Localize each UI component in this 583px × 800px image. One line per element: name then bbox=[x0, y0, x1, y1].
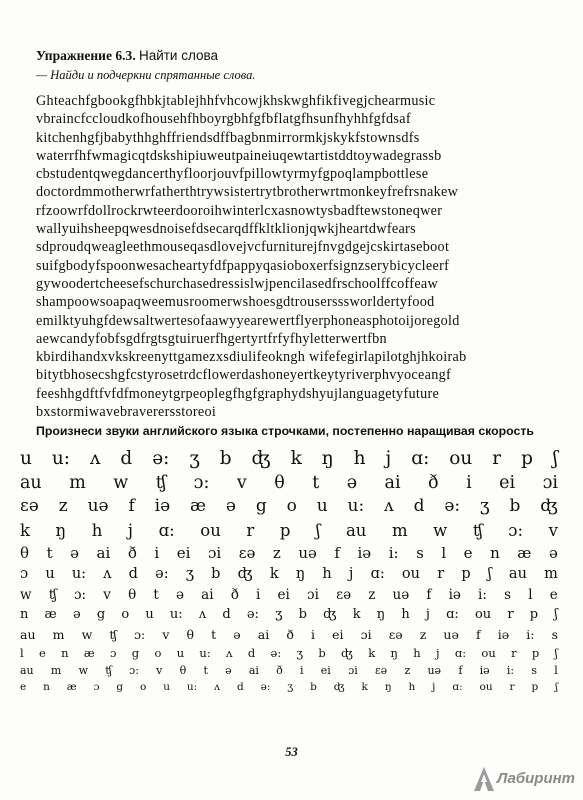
phonetic-symbol: g bbox=[255, 496, 267, 516]
phonetic-symbol: f bbox=[475, 626, 481, 642]
word-search-line: sdproudqweagleethmouseqasdlovejvcfurniturejfnvgdgejcskirtaseboot bbox=[36, 239, 450, 256]
phonetic-symbol: j bbox=[435, 645, 440, 660]
phonetic-symbol: æ bbox=[517, 543, 532, 562]
phonetic-symbol: ei bbox=[277, 587, 290, 603]
phonetic-symbol: ʤ bbox=[540, 496, 558, 516]
phonetic-symbol: ou bbox=[474, 607, 492, 622]
phonetic-row bbox=[20, 564, 558, 586]
phonetic-symbol: ɑ: bbox=[158, 520, 175, 540]
phonetic-symbol: ʃ bbox=[487, 565, 492, 582]
phonetic-symbol: m bbox=[52, 626, 65, 642]
phonetic-symbol: ai bbox=[201, 587, 214, 603]
phonetic-symbol: g bbox=[131, 645, 140, 660]
phonetic-symbol: k bbox=[269, 565, 279, 582]
phonetic-symbol: ŋ bbox=[376, 607, 386, 622]
phonetic-symbol: ə bbox=[72, 607, 81, 622]
phonetic-symbol: o bbox=[140, 681, 147, 693]
phonetic-symbol: ɛə bbox=[238, 543, 256, 562]
phonetic-symbol: p bbox=[531, 681, 539, 693]
phonetic-symbol: au bbox=[20, 626, 36, 642]
word-search-line: kitchenhgfjbabythhghffriendsdffbagbnmirrormkjskykfstownsdfs bbox=[36, 129, 420, 146]
phonetic-row bbox=[20, 679, 558, 696]
phonetic-symbol: ʧ bbox=[109, 626, 117, 642]
phonetic-symbol: ɔ bbox=[109, 645, 117, 660]
phonetic-symbol: p bbox=[279, 520, 291, 540]
word-search-line: bitytbhosecshgfcstyrosetrdcflowerdashoneyertkeytyriverphvyoceangf bbox=[36, 367, 452, 384]
phonetic-symbol: l bbox=[441, 543, 447, 562]
phonetic-symbol: ʧ bbox=[48, 587, 57, 603]
phonetic-symbol: ŋ bbox=[55, 520, 67, 540]
phonetic-symbol: ou bbox=[401, 565, 420, 582]
phonetic-symbol: u: bbox=[347, 496, 365, 516]
phonetic-symbol: ɔ bbox=[20, 565, 29, 582]
phonetic-symbol: e bbox=[549, 587, 558, 603]
phonetic-symbol: p bbox=[521, 448, 533, 469]
word-search-line: bxstormiwavebraverersstoreoi bbox=[36, 404, 217, 421]
phonetic-symbol: ɑ: bbox=[411, 448, 430, 469]
phonetic-symbol: ə bbox=[548, 543, 558, 562]
phonetic-symbol: i bbox=[154, 543, 160, 562]
phonetic-symbol: t bbox=[46, 543, 53, 562]
phonetic-symbol: f bbox=[128, 496, 135, 516]
word-search-line: kbirdihandxvkskreenyttgamezxsdiulifeokngh wifefegirlapilotghjhkoirab bbox=[36, 349, 467, 366]
phonetic-symbol: u bbox=[45, 565, 55, 582]
phonetic-symbol: p bbox=[531, 645, 540, 660]
phonetic-symbol: ʤ bbox=[333, 681, 345, 693]
phonetic-symbol: g bbox=[116, 681, 124, 693]
phonetic-symbol: ʃ bbox=[315, 520, 321, 540]
phonetic-symbol: ou bbox=[449, 448, 473, 469]
word-search-line: Ghteachfgbookgfhbkjtablejhhfvhcowjkhskwghfikfivegjchearmusic bbox=[36, 93, 436, 109]
phonetic-symbol: u: bbox=[199, 645, 211, 660]
phonetic-symbol: e bbox=[20, 681, 27, 693]
phonetic-symbol: i: bbox=[526, 626, 535, 642]
phonetic-symbol: w bbox=[433, 520, 448, 540]
phonetic-symbol: u bbox=[145, 607, 154, 622]
phonetic-symbol: ou bbox=[479, 681, 493, 693]
phonetic-symbol: ai bbox=[248, 663, 259, 677]
phonetic-symbol: ʌ bbox=[226, 645, 233, 660]
phonetic-symbol: θ bbox=[179, 663, 187, 677]
phonetic-symbol: ɛə bbox=[336, 587, 352, 603]
phonetic-symbol: i: bbox=[478, 587, 487, 603]
phonetic-row bbox=[20, 542, 558, 564]
phonetic-symbol: h bbox=[91, 520, 103, 540]
watermark bbox=[471, 764, 575, 796]
phonetic-symbol: ʤ bbox=[237, 565, 253, 582]
phonetic-symbol: ŋ bbox=[321, 448, 334, 469]
phonetic-symbol: ŋ bbox=[295, 565, 306, 582]
phonetic-row bbox=[20, 644, 558, 662]
phonetic-symbol: θ bbox=[128, 587, 137, 603]
phonetic-symbol: w bbox=[78, 663, 88, 677]
phonetic-symbol: z bbox=[404, 663, 411, 677]
phonetic-symbol: ʌ bbox=[214, 681, 221, 693]
phonetic-symbol: ə bbox=[70, 543, 80, 562]
phonetic-symbol: ʧ bbox=[472, 520, 483, 540]
phonetic-symbol: r bbox=[246, 520, 255, 540]
phonetic-symbol: ə: bbox=[444, 496, 461, 516]
phonetic-symbol: z bbox=[272, 543, 281, 562]
phonetic-symbol: e bbox=[39, 645, 46, 660]
phonetic-symbol: v bbox=[548, 520, 558, 540]
labirint-logo-icon bbox=[473, 766, 495, 792]
phonetic-symbol: v bbox=[156, 663, 163, 677]
phonetic-symbol: ə bbox=[225, 496, 236, 516]
phonetic-symbol: h bbox=[413, 645, 421, 660]
phonetic-symbol: ə bbox=[233, 626, 241, 642]
phonetic-symbol: ɛə bbox=[20, 496, 39, 516]
phonetic-symbol: i: bbox=[388, 543, 399, 562]
phonetic-symbol: ai bbox=[384, 473, 401, 493]
phonetic-symbol: ɔ: bbox=[129, 663, 139, 677]
phonetic-symbol: ɑ: bbox=[452, 681, 463, 693]
phonetic-symbol: ei bbox=[499, 473, 516, 493]
phonetic-symbol: ɔ: bbox=[73, 587, 87, 603]
phonetic-symbol: v bbox=[162, 626, 170, 642]
phonetic-symbol: n bbox=[490, 543, 500, 562]
phonetic-symbol: ei bbox=[332, 626, 344, 642]
phonetic-symbol: i: bbox=[506, 663, 515, 677]
phonetic-symbol: au bbox=[20, 663, 34, 677]
phonetic-symbol: j bbox=[432, 681, 436, 693]
phonetic-symbol: ə bbox=[225, 663, 232, 677]
word-search-line: vbraincfccloudkofhousehfhboyrgbhfgfbflatgfhsunfhyhhfgfdsaf bbox=[36, 111, 411, 128]
word-search-line: shampoowsoapaqweemusroomerwshoesgdtrousersssworldertyfood bbox=[36, 294, 435, 311]
phonetic-symbol: ʤ bbox=[341, 645, 353, 660]
phonetic-symbol: j bbox=[385, 448, 392, 469]
word-search-line: aewcandyfobfsgdfrgtsgtuiruerfhgertyrtfrfyfhyletterwertfbn bbox=[36, 330, 387, 347]
phonetic-symbol: ei bbox=[176, 543, 191, 562]
phonetic-symbol: s bbox=[551, 626, 558, 642]
phonetic-symbol: o bbox=[154, 645, 162, 660]
phonetic-symbol: θ bbox=[20, 543, 30, 562]
phonetic-symbol: ɔi bbox=[542, 473, 558, 493]
word-search-line: waterrfhfwmagicqtdskshipiuweutpaineiuqewtartistddtoywadegrassb bbox=[36, 147, 442, 164]
phonetic-symbol: b bbox=[318, 645, 326, 660]
phonetic-symbol: iə bbox=[479, 663, 490, 677]
phonetic-symbol: v bbox=[103, 587, 111, 603]
phonetic-symbol: k bbox=[290, 448, 302, 469]
phonetic-symbol: l bbox=[554, 663, 558, 677]
phonetic-symbol: uə bbox=[443, 626, 459, 642]
phonetic-symbol: g bbox=[96, 607, 106, 622]
phonetic-symbol: i bbox=[256, 587, 261, 603]
phonetic-symbol: ʧ bbox=[105, 663, 112, 677]
phonetic-symbol: ŋ bbox=[384, 681, 392, 693]
phonetic-symbol: ɛə bbox=[388, 626, 403, 642]
word-search-line: emilktyuhgfdewsaltwertesofaawyyearewertflyerphoneasphotoijoregold bbox=[36, 312, 460, 329]
phonetic-symbol: j bbox=[348, 565, 354, 582]
phonetic-symbol: ɑ: bbox=[446, 607, 459, 622]
phonetic-symbol: k bbox=[20, 520, 30, 540]
phonetic-symbol: au bbox=[20, 473, 42, 493]
phonetic-symbol: s bbox=[416, 543, 424, 562]
phonetic-symbol: ʃ bbox=[552, 448, 558, 469]
word-search-line: wallyuihsheepqwesdnoisefdsecarqdffkltklionjqwkjheartdwfears bbox=[36, 221, 416, 238]
phonetic-symbol: r bbox=[509, 681, 515, 693]
phonetic-symbol: ð bbox=[127, 543, 137, 562]
phonetic-symbol: ou bbox=[200, 520, 221, 540]
phonetic-symbol: ʒ bbox=[275, 607, 283, 622]
phonetic-symbol: ə: bbox=[270, 645, 282, 660]
phonetic-symbol: n bbox=[43, 681, 50, 693]
phonetic-symbol: u: bbox=[186, 681, 198, 693]
phonetic-symbol: θ bbox=[186, 626, 195, 642]
phonetic-symbol: h bbox=[408, 681, 416, 693]
phonetic-symbol: ʌ bbox=[103, 565, 112, 582]
phonetic-symbol: h bbox=[353, 448, 366, 469]
phonetic-symbol: ai bbox=[96, 543, 111, 562]
phonetic-symbol: h bbox=[401, 607, 410, 622]
phonetic-symbol: f bbox=[426, 587, 432, 603]
phonetic-symbol: ð bbox=[286, 626, 294, 642]
phonetic-symbol: z bbox=[58, 496, 68, 516]
phonetic-symbol: u: bbox=[51, 448, 71, 469]
phonetic-symbol: iə bbox=[357, 543, 372, 562]
phonetic-symbol: j bbox=[425, 607, 430, 622]
phonetic-symbol: r bbox=[507, 607, 514, 622]
exercise-instruction: — Найди и подчеркни спрятанные слова. bbox=[36, 68, 256, 82]
phonetic-symbol: n bbox=[61, 645, 69, 660]
phonetic-symbol: w bbox=[81, 626, 93, 642]
phonetic-symbol: θ bbox=[274, 473, 285, 493]
phonetic-symbol: ɔi bbox=[207, 543, 222, 562]
phonetic-row bbox=[20, 446, 558, 471]
phonetic-symbol: ʒ bbox=[296, 645, 304, 660]
phonetic-symbol: b bbox=[509, 496, 521, 516]
phonetic-symbol: w bbox=[20, 587, 32, 603]
phonetic-symbol: m bbox=[50, 663, 62, 677]
phonetic-symbol: m bbox=[391, 520, 408, 540]
phonetic-symbol: ɔ: bbox=[508, 520, 524, 540]
phonetic-symbol: u: bbox=[169, 607, 183, 622]
phonetic-symbol: uə bbox=[392, 587, 410, 603]
phonetic-symbol: f bbox=[458, 663, 463, 677]
phonetic-symbol: p bbox=[461, 565, 471, 582]
phonetic-symbol: uə bbox=[87, 496, 109, 516]
phonetic-symbol: ɔi bbox=[348, 663, 358, 677]
phonetic-symbol: r bbox=[437, 565, 445, 582]
phonetic-row bbox=[20, 662, 558, 680]
phonetic-symbol: ɔ bbox=[93, 681, 100, 693]
phonetic-row bbox=[20, 605, 558, 625]
phonetics-heading: Произнеси звуки английского языка строчками, постепенно наращивая скорость bbox=[36, 424, 534, 438]
phonetic-symbol: ə: bbox=[246, 607, 259, 622]
word-search-line: feeshhgdftfvfdfmoneytgrpeoplegfhgfgraphydshyujlanguagetyfuture bbox=[36, 385, 440, 402]
phonetic-symbol: i bbox=[300, 663, 304, 677]
phonetic-symbol: ʌ bbox=[384, 496, 394, 516]
phonetic-symbol: z bbox=[368, 587, 376, 603]
phonetic-symbol: d bbox=[222, 607, 231, 622]
phonetic-symbol: uə bbox=[298, 543, 317, 562]
phonetic-symbol: d bbox=[247, 645, 256, 660]
phonetic-symbol: ʒ bbox=[287, 681, 294, 693]
phonetic-symbol: z bbox=[419, 626, 427, 642]
phonetic-symbol: ei bbox=[320, 663, 331, 677]
phonetic-drill-block bbox=[20, 446, 558, 696]
phonetic-symbol: iə bbox=[154, 496, 171, 516]
phonetic-row bbox=[20, 471, 558, 495]
phonetic-symbol: ð bbox=[230, 587, 239, 603]
phonetic-symbol: u bbox=[176, 645, 185, 660]
phonetic-row bbox=[20, 625, 558, 644]
phonetic-symbol: d bbox=[120, 448, 133, 469]
phonetic-symbol: uə bbox=[427, 663, 442, 677]
phonetic-symbol: i bbox=[466, 473, 472, 493]
phonetic-row bbox=[20, 585, 558, 605]
phonetic-symbol: ou bbox=[481, 645, 496, 660]
phonetic-symbol: ɛə bbox=[374, 663, 388, 677]
phonetic-symbol: ɑ: bbox=[454, 645, 467, 660]
phonetic-symbol: m bbox=[69, 473, 86, 493]
word-search-line: suifgbodyfspoonwesacheartyfdfpappyqasioboxerfsignzserybicycleerf bbox=[36, 257, 450, 274]
phonetic-symbol: k bbox=[368, 645, 376, 660]
phonetic-symbol: m bbox=[544, 565, 558, 582]
phonetic-symbol: s bbox=[531, 663, 538, 677]
phonetic-symbol: l bbox=[20, 645, 24, 660]
phonetic-symbol: b bbox=[219, 448, 232, 469]
phonetic-symbol: ə: bbox=[155, 565, 169, 582]
phonetic-symbol: ʒ bbox=[480, 496, 490, 516]
watermark-text: Лабиринт bbox=[497, 770, 576, 787]
phonetic-symbol: ə: bbox=[260, 681, 271, 693]
phonetic-symbol: ʧ bbox=[155, 473, 167, 493]
phonetic-symbol: ʤ bbox=[251, 448, 271, 469]
exercise-title-text: Найти слова bbox=[138, 48, 219, 63]
phonetic-symbol: ʃ bbox=[555, 681, 558, 693]
phonetic-symbol: k bbox=[352, 607, 361, 622]
phonetic-symbol: d bbox=[128, 565, 138, 582]
phonetic-symbol: t bbox=[203, 663, 208, 677]
phonetic-symbol: o bbox=[121, 607, 130, 622]
phonetic-symbol: ɔ: bbox=[193, 473, 210, 493]
phonetic-symbol: ŋ bbox=[390, 645, 398, 660]
phonetic-symbol: e bbox=[463, 543, 473, 562]
phonetic-symbol: u bbox=[20, 448, 32, 469]
phonetic-symbol: ð bbox=[428, 473, 439, 493]
phonetic-symbol: d bbox=[413, 496, 425, 516]
phonetic-symbol: t bbox=[211, 626, 217, 642]
phonetic-symbol: ɔ: bbox=[134, 626, 146, 642]
phonetic-symbol: w bbox=[113, 473, 129, 493]
phonetic-symbol: ə: bbox=[152, 448, 170, 469]
phonetic-symbol: æ bbox=[190, 496, 207, 516]
phonetic-symbol: t bbox=[153, 587, 159, 603]
phonetic-symbol: æ bbox=[83, 645, 95, 660]
phonetic-symbol: u bbox=[316, 496, 328, 516]
phonetic-symbol: æ bbox=[66, 681, 77, 693]
phonetic-symbol: f bbox=[334, 543, 340, 562]
phonetic-symbol: b bbox=[298, 607, 307, 622]
phonetic-symbol: ai bbox=[257, 626, 270, 642]
phonetic-row bbox=[20, 495, 558, 519]
phonetic-symbol: ʌ bbox=[89, 448, 101, 469]
phonetic-symbol: t bbox=[312, 473, 320, 493]
word-search-block bbox=[36, 92, 548, 421]
phonetic-symbol: i bbox=[311, 626, 315, 642]
phonetic-symbol: l bbox=[528, 587, 533, 603]
phonetic-symbol: ɑ: bbox=[370, 565, 385, 582]
phonetic-symbol: ə bbox=[346, 473, 358, 493]
phonetic-symbol: u: bbox=[71, 565, 87, 582]
phonetic-symbol: b bbox=[211, 565, 221, 582]
phonetic-symbol: ɔi bbox=[307, 587, 319, 603]
phonetic-symbol: p bbox=[529, 607, 539, 622]
phonetic-symbol: ʤ bbox=[323, 607, 337, 622]
phonetic-symbol: r bbox=[511, 645, 517, 660]
word-search-line: doctordmmotherwrfatherthtrywsistertrytbrotherwrtmonkeyfrefrsnakew bbox=[36, 184, 459, 201]
page-number: 53 bbox=[285, 745, 298, 759]
word-search-line: cbstudentqwegdancerthyfloorjouvfpillowtyrmyfgpoqlampbottlese bbox=[36, 166, 429, 183]
phonetic-symbol: au bbox=[345, 520, 367, 540]
phonetic-symbol: ə bbox=[176, 587, 184, 603]
phonetic-symbol: u bbox=[163, 681, 171, 693]
phonetic-symbol: r bbox=[492, 448, 502, 469]
phonetic-symbol: ɔi bbox=[360, 626, 372, 642]
phonetic-symbol: j bbox=[127, 520, 134, 540]
phonetic-symbol: o bbox=[286, 496, 297, 516]
phonetic-symbol: ʒ bbox=[189, 448, 200, 469]
phonetic-symbol: iə bbox=[448, 587, 461, 603]
exercise-title bbox=[36, 48, 218, 64]
phonetic-symbol: æ bbox=[44, 607, 57, 622]
phonetic-symbol: b bbox=[310, 681, 317, 693]
phonetic-symbol: h bbox=[322, 565, 332, 582]
phonetic-symbol: ʒ bbox=[185, 565, 194, 582]
exercise-number: Упражнение 6.3. bbox=[36, 48, 136, 63]
phonetic-symbol: iə bbox=[497, 626, 510, 642]
phonetic-symbol: k bbox=[361, 681, 368, 693]
phonetic-symbol: ð bbox=[276, 663, 283, 677]
word-search-line: rfzoowrfdollrockrwteerdooroihwinterlcxasnowtysbadftewstoneqwer bbox=[36, 202, 443, 219]
phonetic-symbol: ʃ bbox=[554, 607, 558, 622]
phonetic-symbol: n bbox=[20, 607, 29, 622]
phonetic-symbol: v bbox=[236, 473, 247, 493]
word-search-line: gywoodertcheesefschurchasedressislwjpencilasedfrschoolffcoffeaw bbox=[36, 275, 439, 292]
phonetic-symbol: d bbox=[236, 681, 244, 693]
phonetic-row bbox=[20, 519, 558, 542]
phonetic-symbol: ʌ bbox=[198, 607, 207, 622]
phonetic-symbol: au bbox=[508, 565, 527, 582]
phonetic-symbol: s bbox=[504, 587, 512, 603]
phonetic-symbol: ʃ bbox=[554, 645, 558, 660]
